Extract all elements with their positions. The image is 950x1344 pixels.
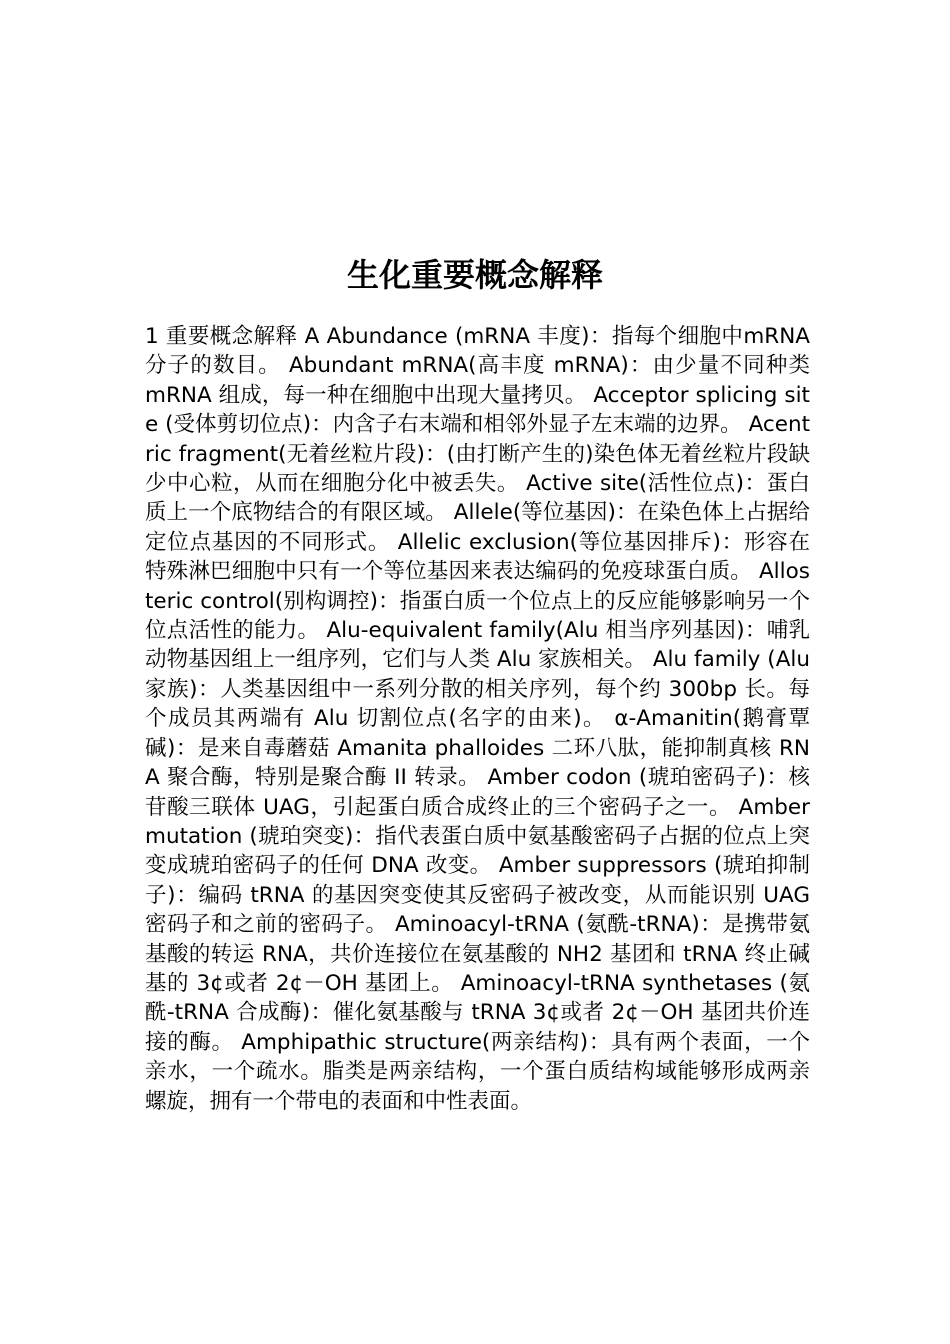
document-title: 生化重要概念解释: [346, 256, 603, 294]
body-paragraph: 1 重要概念解释 A Abundance (mRNA 丰度)：指每个细胞中mRNA 分子的数目。 Abundant mRNA(高丰度 mRNA)：由少量不同种类 mRNA 组成，每一种在细胞中出现大量拷贝。 Acceptor splicing site (受体剪切位点)：内含子右末端和相邻外显子左末端的边界。 Acentric fragment(无着丝粒片段)：(由打断产生的)染色体无着丝粒片段缺少中心粒，从而在细胞分化中被丢失。 Active site(活性位点)：蛋白质上一个底物结合的有限区域。 Allele(等位基因)：在染色体上占据给定位点基因的不同形式。 Allelic exclusion(等位基因排斥)：形容在特殊淋巴细胞中只有一个等位基因来表达编码的免疫球蛋白质。 Allosteric control(别构调控)：指蛋白质一个位点上的反应能够影响另一个位点活性的能力。 Alu-equivalent family(Alu 相当序列基因)：哺乳动物基因组上一组序列，它们与人类 Alu 家族相关。 Alu family (Alu 家族)：人类基因组中一系列分散的相关序列，每个约 300bp 长。每个成员其两端有 Alu 切割位点(名字的由来)。 α-Amanitin(鹅膏覃碱)：是来自毒蘑菇 Amanita phalloides 二环八肽，能抑制真核 RNA 聚合酶，特别是聚合酶 II 转录。 Amber codon (琥珀密码子)：核苷酸三联体 UAG，引起蛋白质合成终止的三个密码子之一。 Amber mutation (琥珀突变)：指代表蛋白质中氨基酸密码子占据的位点上突变成琥珀密码子的任何 DNA 改变。 Amber suppressors (琥珀抑制子)：编码 tRNA 的基因突变使其反密码子被改变，从而能识别 UAG 密码子和之前的密码子。 Aminoacyl-tRNA (氨酰-tRNA)：是携带氨基酸的转运 RNA，共价连接位在氨基酸的 NH2 基团和 tRNA 终止碱基的 3¢或者 2¢－OH 基团上。 Aminoacyl-tRNA synthetases (氨酰-tRNA 合成酶)：催化氨基酸与 tRNA 3¢或者 2¢－OH 基团共价连接的酶。 Amphipathic structure(两亲结构)：具有两个表面，一个亲水，一个疏水。脂类是两亲结构，一个蛋白质结构域能够形成两亲螺旋，拥有一个带电的表面和中性表面。: [145, 324, 810, 1114]
